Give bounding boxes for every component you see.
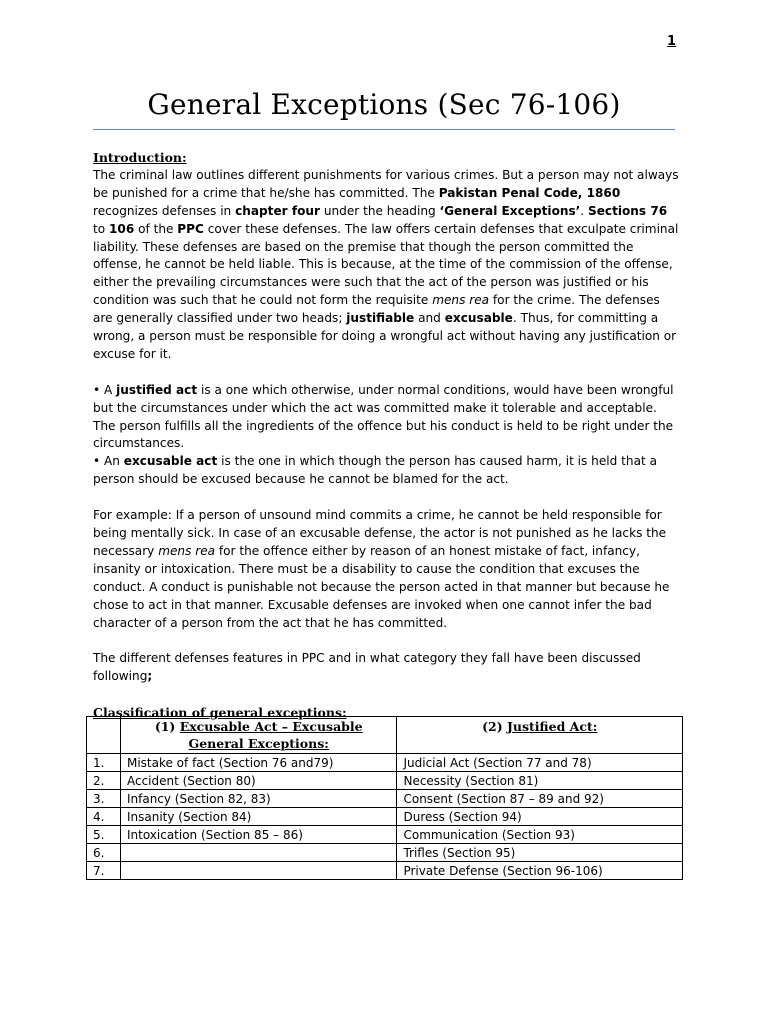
justified-cell: Communication (Section 93) xyxy=(397,826,683,844)
classification-table xyxy=(86,716,683,880)
table-row xyxy=(87,862,683,880)
table-row xyxy=(87,754,683,772)
excusable-cell: Mistake of fact (Section 76 and79) xyxy=(120,754,397,772)
justified-cell: Consent (Section 87 – 89 and 92) xyxy=(397,790,683,808)
table-header-row xyxy=(87,717,683,754)
excusable-column-header: (1) Excusable Act – Excusable General Exceptions: xyxy=(120,717,397,754)
justified-cell: Duress (Section 94) xyxy=(397,808,683,826)
row-number: 6. xyxy=(87,844,121,862)
justified-cell: Judicial Act (Section 77 and 78) xyxy=(397,754,683,772)
title-divider xyxy=(93,129,675,130)
table-row xyxy=(87,826,683,844)
classification-heading: Classification of general exceptions: xyxy=(93,705,347,721)
row-number: 2. xyxy=(87,772,121,790)
excusable-cell xyxy=(120,862,397,880)
justified-column-header: (2) Justified Act: xyxy=(397,717,683,754)
justified-cell: Private Defense (Section 96-106) xyxy=(397,862,683,880)
following-paragraph: The different defenses features in PPC and in what category they fall have been discussed following; xyxy=(93,651,641,684)
justified-act-bullet: • A justified act is a one which otherwise, under normal conditions, would have been wrongful but the circumstances under which the act was committed make it tolerable and acceptable. The person fulfills all the ingredients of the offence but his conduct is held to be right under the circumstances. xyxy=(93,382,674,451)
introduction-heading: Introduction: xyxy=(93,150,187,165)
excusable-act-bullet: • An excusable act is the one in which though the person has caused harm, it is held that a person should be excused because he cannot be blamed for the act. xyxy=(93,454,657,487)
number-column-header xyxy=(87,717,121,754)
introduction-paragraph: The criminal law outlines different punishments for various crimes. But a person may not always be punished for a crime that he/she has committed. The Pakistan Penal Code, 1860 recognizes defenses in chapter four under the heading ‘General Exceptions’. Sections 76 to 106 of the PPC cover these defenses. The law offers certain defenses that exculpate criminal liability. These defenses are based on the premise that though the person committed the offense, he cannot be held liable. This is because, at the time of the commission of the offense, either the prevailing circumstances were such that the act of the person was justified or his condition was such that he could not form the requisite mens rea for the crime. The defenses are generally classified under two heads; justifiable and excusable. Thus, for committing a wrong, a person must be responsible for doing a wrongful act without having any justification or excuse for it. xyxy=(93,167,679,361)
excusable-cell: Intoxication (Section 85 – 86) xyxy=(120,826,397,844)
justified-cell: Trifles (Section 95) xyxy=(397,844,683,862)
document-body xyxy=(93,149,683,722)
excusable-cell xyxy=(120,844,397,862)
table-row xyxy=(87,844,683,862)
row-number: 4. xyxy=(87,808,121,826)
table-row xyxy=(87,808,683,826)
page-number: 1 xyxy=(667,34,677,49)
document-title: General Exceptions (Sec 76-106) xyxy=(147,88,621,121)
table-row xyxy=(87,790,683,808)
table-row xyxy=(87,772,683,790)
example-paragraph: For example: If a person of unsound mind commits a crime, he cannot be held responsible for being mentally sick. In case of an excusable defense, the actor is not punished as he lacks the necessary mens rea for the offence either by reason of an honest mistake of fact, infancy, insanity or intoxication. There must be a disability to cause the condition that excuses the conduct. A conduct is punishable not because the person acted in that manner but because he chose to act in that manner. Excusable defenses are invoked when one cannot infer the bad character of a person from the act that he has committed. xyxy=(93,508,670,630)
row-number: 7. xyxy=(87,862,121,880)
excusable-cell: Infancy (Section 82, 83) xyxy=(120,790,397,808)
row-number: 5. xyxy=(87,826,121,844)
justified-cell: Necessity (Section 81) xyxy=(397,772,683,790)
excusable-cell: Insanity (Section 84) xyxy=(120,808,397,826)
excusable-cell: Accident (Section 80) xyxy=(120,772,397,790)
row-number: 3. xyxy=(87,790,121,808)
row-number: 1. xyxy=(87,754,121,772)
